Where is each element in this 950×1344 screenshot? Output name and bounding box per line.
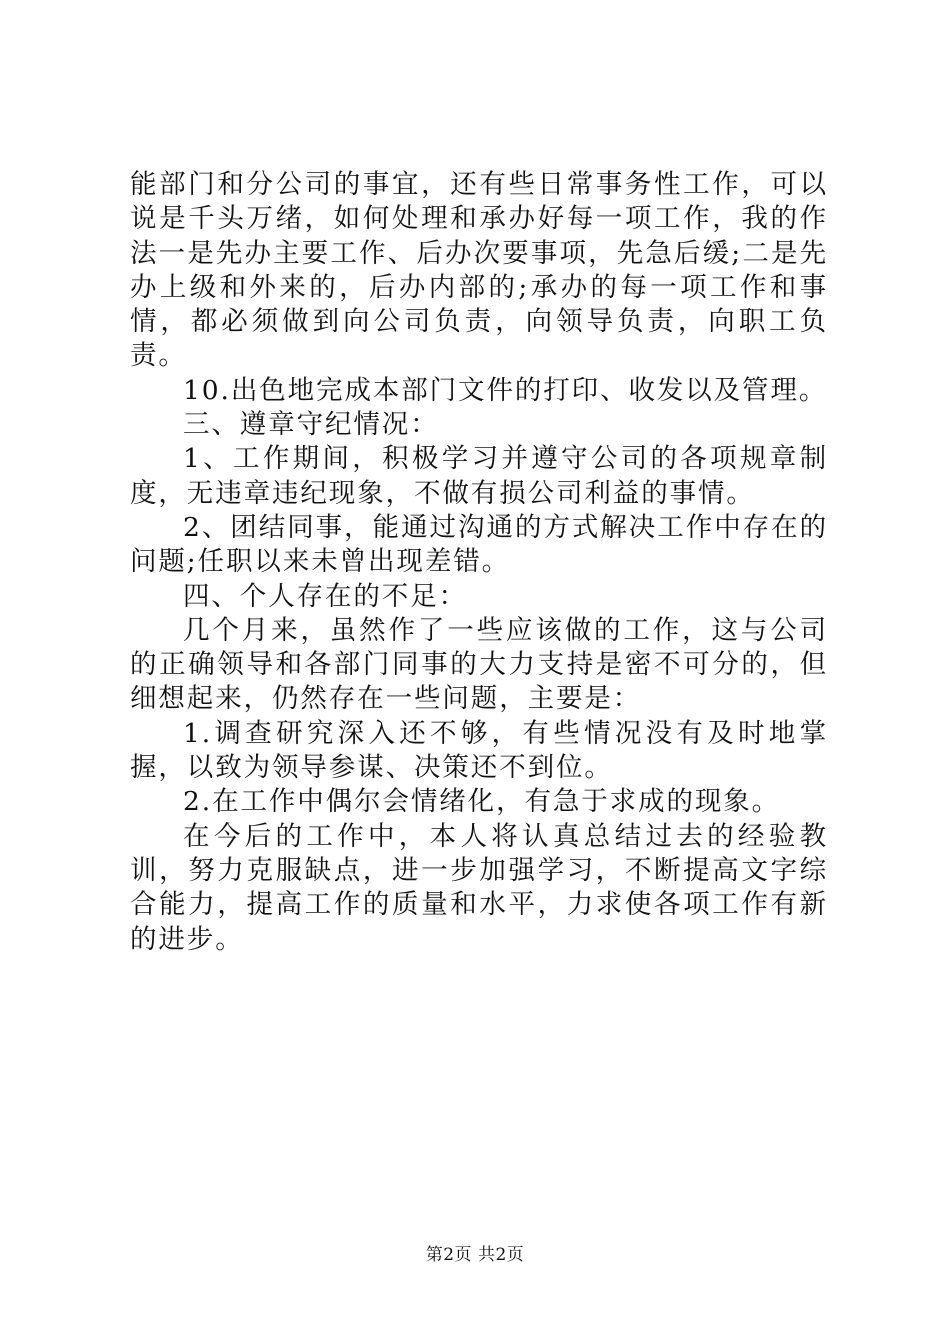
page-number-label: 第2页 共2页 (425, 1245, 525, 1265)
paragraph-8: 1.调查研究深入还不够，有些情况没有及时地掌握，以致为领导参谋、决策还不到位。 (130, 717, 828, 784)
paragraph-7: 几个月来，虽然作了一些应该做的工作，这与公司的正确领导和各部门同事的大力支持是密不可分的，但细想起来，仍然存在一些问题，主要是： (130, 614, 828, 715)
document-body (130, 168, 828, 957)
paragraph-9: 2.在工作中偶尔会情绪化，有急于求成的现象。 (183, 786, 781, 818)
paragraph-10: 在今后的工作中，本人将认真总结过去的经验教训，努力克服缺点，进一步加强学习，不断提高文字综合能力，提高工作的质量和水平，力求使各项工作有新的进步。 (130, 820, 828, 955)
section-heading-4: 四、个人存在的不足： (183, 580, 467, 612)
section-heading-3: 三、遵章守纪情况： (183, 409, 439, 441)
paragraph-4: 1、工作期间，积极学习并遵守公司的各项规章制度，无违章违纪现象，不做有损公司利益的事情。 (130, 443, 828, 509)
paragraph-5: 2、团结同事，能通过沟通的方式解决工作中存在的问题;任职以来未曾出现差错。 (130, 511, 828, 578)
paragraph-2: 10.出色地完成本部门文件的打印、收发以及管理。 (183, 374, 828, 406)
page-footer (0, 1244, 950, 1266)
paragraph-1: 能部门和分公司的事宜，还有些日常事务性工作，可以说是千头万绪，如何处理和承办好每一项工作，我的作法一是先办主要工作、后办次要事项，先急后缓;二是先办上级和外来的，后办内部的;承办的每一项工作和事情，都必须做到向公司负责，向领导负责，向职工负责。 (130, 169, 828, 372)
